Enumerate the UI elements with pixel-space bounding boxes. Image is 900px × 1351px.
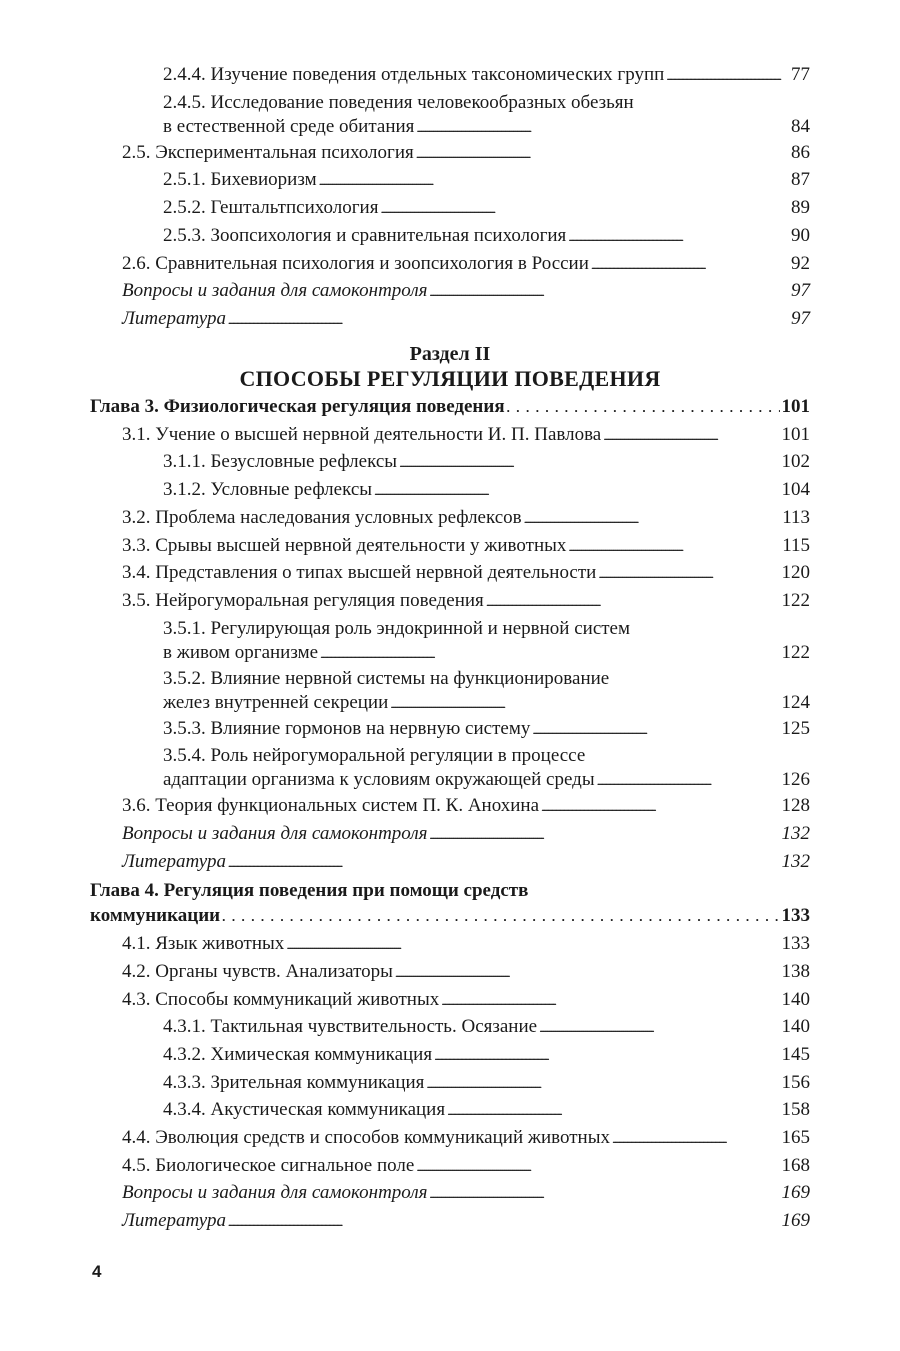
- toc-entry-title: 4.4. Эволюция средств и способов коммуникаций животных: [122, 1127, 610, 1149]
- leader-dots: [228, 1208, 780, 1236]
- toc-entry-title-line1: 3.5.1. Регулирующая роль эндокринной и нервной систем: [163, 617, 631, 639]
- leader-dots: [395, 959, 780, 987]
- toc-entry[interactable]: [122, 716, 810, 744]
- toc-entry[interactable]: [122, 987, 810, 1015]
- toc-entry[interactable]: [122, 1014, 810, 1042]
- toc-entry-title: 3.6. Теория функциональных систем П. К. Анохина: [122, 795, 540, 817]
- toc-entry-page: 115: [782, 534, 810, 556]
- toc-entry[interactable]: [122, 959, 810, 987]
- toc-entry-page: 77: [791, 64, 810, 85]
- toc-entry-row: [122, 251, 810, 279]
- toc-entry-page: 169: [781, 1182, 810, 1204]
- chapter-4-title-line2: [90, 903, 810, 931]
- toc-entry-row: [122, 1014, 810, 1042]
- toc-entry[interactable]: [122, 793, 810, 821]
- toc-entry-page: 132: [781, 850, 810, 872]
- toc-entry-title: 2.6. Сравнительная психология и зоопсихология в России: [122, 252, 589, 274]
- toc-entry-page: 169: [781, 1210, 810, 1232]
- toc-entry-title: 2.5.3. Зоопсихология и сравнительная психология: [163, 224, 567, 246]
- toc-entry-row: [122, 449, 810, 477]
- leader-dots: [320, 641, 779, 666]
- leader-dots: [507, 394, 780, 422]
- leader-dots: [447, 1097, 779, 1125]
- toc-entry-page: 89: [791, 197, 810, 219]
- toc-entry-title: Литература: [122, 850, 226, 872]
- toc-entry-row: [122, 167, 810, 195]
- toc-entry-title: 3.1. Учение о высшей нервной деятельности И. П. Павлова: [122, 423, 602, 445]
- toc-entry-title: 3.5. Нейрогуморальная регуляция поведения: [122, 589, 484, 611]
- toc-entry-row: [122, 477, 810, 505]
- toc-entry-title: 3.3. Срывы высшей нервной деятельности у животных: [122, 534, 567, 556]
- toc-entry-title: желез внутренней секреции: [163, 691, 389, 713]
- toc-entry-row: [122, 849, 810, 877]
- toc-entry-page: 124: [781, 691, 810, 713]
- toc-entry[interactable]: [122, 1097, 810, 1125]
- toc-entry-page: 122: [781, 641, 810, 663]
- chapter-3-page: 101: [781, 396, 810, 417]
- leader-dots: [429, 821, 779, 849]
- toc-entry[interactable]: [122, 449, 810, 477]
- toc-entry-row: [122, 987, 810, 1015]
- leader-dots: [222, 903, 779, 931]
- leader-dots: [416, 1153, 779, 1181]
- toc-entry-row: [122, 691, 810, 716]
- leader-dots: [416, 140, 789, 168]
- leader-dots: [426, 1070, 779, 1098]
- toc-entry-page: 97: [791, 307, 810, 329]
- toc-entry-row: [122, 1070, 810, 1098]
- toc-entry[interactable]: [122, 1208, 810, 1236]
- chapter-4-page: 133: [781, 905, 810, 927]
- toc-entry[interactable]: [122, 743, 810, 793]
- toc-entry-page: 101: [781, 423, 810, 445]
- toc-entry-title: 3.1.2. Условные рефлексы: [163, 479, 373, 501]
- toc-entry-row: [122, 278, 810, 306]
- toc-entry[interactable]: [122, 821, 810, 849]
- toc-entry[interactable]: [122, 666, 810, 716]
- leader-dots: [374, 477, 779, 505]
- toc-entry-title: Вопросы и задания для самоконтроля: [122, 823, 428, 845]
- toc-entry-row: [122, 115, 810, 140]
- section-heading: [90, 342, 810, 392]
- toc-entry-title: Литература: [122, 307, 226, 329]
- toc-entry-title-line1: 3.5.4. Роль нейрогуморальной регуляции в процессе: [163, 745, 586, 767]
- leader-dots: [532, 716, 779, 744]
- section-title: СПОСОБЫ РЕГУЛЯЦИИ ПОВЕДЕНИЯ: [239, 366, 661, 391]
- toc-entry[interactable]: [122, 477, 810, 505]
- toc-entry-title: 4.2. Органы чувств. Анализаторы: [122, 960, 393, 982]
- leader-dots: [228, 306, 789, 334]
- toc-entry-row: [122, 1153, 810, 1181]
- toc-top-block: [122, 62, 810, 334]
- toc-entry-title: 2.5.1. Бихевиоризм: [163, 169, 317, 191]
- toc-entry-title: 4.3. Способы коммуникаций животных: [122, 988, 440, 1010]
- toc-entry-title: 3.2. Проблема наследования условных рефлексов: [122, 506, 522, 528]
- toc-entry-title: в естественной среде обитания: [163, 115, 415, 137]
- toc-entry-page: 92: [791, 252, 810, 274]
- toc-entry-title: 4.3.3. Зрительная коммуникация: [163, 1071, 425, 1093]
- toc-entry-page: 84: [791, 115, 810, 137]
- toc-entry[interactable]: [122, 1153, 810, 1181]
- toc-entry[interactable]: [122, 588, 810, 616]
- chapter-3-list: [122, 422, 810, 877]
- toc-entry-row: [122, 588, 810, 616]
- leader-dots: [429, 1180, 779, 1208]
- toc-entry-page: 125: [781, 717, 810, 739]
- toc-entry-page: 138: [781, 960, 810, 982]
- toc-entry-row: [122, 1042, 810, 1070]
- toc-entry-title: 3.5.3. Влияние гормонов на нервную систему: [163, 717, 531, 739]
- toc-entry-row: [122, 533, 810, 561]
- leader-dots: [228, 849, 780, 877]
- toc-entry[interactable]: [122, 616, 810, 666]
- leader-dots: [603, 422, 779, 450]
- toc-entry[interactable]: [122, 1070, 810, 1098]
- toc-entry[interactable]: [122, 223, 810, 251]
- toc-entry[interactable]: [122, 167, 810, 195]
- leader-dots: [612, 1125, 780, 1153]
- toc-entry-row: [122, 821, 810, 849]
- toc-entry-title: адаптации организма к условиям окружающей среды: [163, 769, 595, 791]
- toc-entry-page: 90: [791, 224, 810, 246]
- toc-entry-row: [122, 422, 810, 450]
- leader-dots: [486, 588, 780, 616]
- toc-entry[interactable]: [122, 505, 810, 533]
- chapter-4-title: коммуникации: [90, 905, 221, 927]
- toc-entry-row: [122, 223, 810, 251]
- toc-entry-row: [122, 793, 810, 821]
- toc-entry[interactable]: [122, 931, 810, 959]
- chapter-4-title-line1: Глава 4. Регуляция поведения при помощи средств: [90, 880, 529, 902]
- toc-entry[interactable]: [122, 140, 810, 168]
- toc-entry-row: [122, 62, 810, 90]
- leader-dots: [666, 62, 789, 90]
- chapter-3-entry[interactable]: [90, 394, 810, 422]
- leader-dots: [541, 793, 779, 821]
- leader-dots: [591, 251, 789, 279]
- toc-entry-page: 140: [781, 988, 810, 1010]
- toc-entry-title: 2.5.2. Гештальтпсихология: [163, 197, 379, 219]
- toc-entry[interactable]: [122, 62, 810, 90]
- toc-entry[interactable]: [122, 422, 810, 450]
- page-number: 4: [92, 1262, 102, 1281]
- toc-entry-page: 87: [791, 169, 810, 191]
- leader-dots: [429, 278, 789, 306]
- leader-dots: [286, 931, 779, 959]
- toc-entry[interactable]: [122, 1042, 810, 1070]
- toc-entry-row: [122, 140, 810, 168]
- toc-entry-row: [122, 1097, 810, 1125]
- toc-entry-title: 4.3.1. Тактильная чувствительность. Осязание: [163, 1016, 538, 1038]
- leader-dots: [319, 167, 789, 195]
- leader-dots: [568, 223, 789, 251]
- toc-entry-title: 4.3.2. Химическая коммуникация: [163, 1043, 433, 1065]
- section-label: Раздел II: [409, 343, 491, 365]
- toc-entry-row: [122, 768, 810, 793]
- toc-entry[interactable]: [122, 90, 810, 140]
- chapter-3-title: Глава 3. Физиологическая регуляция поведения: [90, 396, 505, 417]
- toc-entry-row: [122, 1125, 810, 1153]
- toc-entry-row: [122, 1208, 810, 1236]
- toc-entry-title: Вопросы и задания для самоконтроля: [122, 280, 428, 302]
- toc-entry[interactable]: [122, 195, 810, 223]
- toc-entry-row: [122, 959, 810, 987]
- toc-entry-page: 113: [782, 506, 810, 528]
- toc-entry-row: [122, 505, 810, 533]
- toc-entry[interactable]: [122, 849, 810, 877]
- toc-entry-page: 104: [781, 479, 810, 501]
- toc-entry-page: 102: [781, 451, 810, 473]
- toc-entry[interactable]: [122, 560, 810, 588]
- leader-dots: [441, 987, 779, 1015]
- toc-entry-page: 97: [791, 280, 810, 302]
- toc-entry-page: 86: [791, 141, 810, 163]
- toc-entry-title: 2.5. Экспериментальная психология: [122, 141, 414, 163]
- toc-entry-title: в живом организме: [163, 641, 319, 663]
- toc-entry-title: 3.4. Представления о типах высшей нервной деятельности: [122, 562, 597, 584]
- toc-entry-title: 4.3.4. Акустическая коммуникация: [163, 1099, 446, 1121]
- leader-dots: [568, 533, 780, 561]
- toc-entry[interactable]: [122, 306, 810, 334]
- toc-entry-title-line1: 2.4.5. Исследование поведения человекообразных обезьян: [163, 91, 634, 113]
- toc-section-2: [90, 342, 810, 1236]
- leader-dots: [524, 505, 781, 533]
- toc-entry-row: [122, 560, 810, 588]
- toc-entry-title: Вопросы и задания для самоконтроля: [122, 1182, 428, 1204]
- toc-entry-row: [122, 716, 810, 744]
- toc-entry[interactable]: [122, 251, 810, 279]
- leader-dots: [598, 560, 779, 588]
- toc-entry-page: 158: [781, 1099, 810, 1121]
- toc-entry-title: 4.1. Язык животных: [122, 933, 285, 955]
- leader-dots: [399, 449, 779, 477]
- leader-dots: [434, 1042, 779, 1070]
- toc-entry[interactable]: [122, 278, 810, 306]
- toc-entry-page: 132: [781, 823, 810, 845]
- toc-entry-page: 168: [781, 1154, 810, 1176]
- leader-dots: [539, 1014, 779, 1042]
- toc-entry-title: 4.5. Биологическое сигнальное поле: [122, 1154, 415, 1176]
- toc-entry[interactable]: [122, 1125, 810, 1153]
- toc-entry-page: 140: [781, 1016, 810, 1038]
- toc-entry-page: 156: [781, 1071, 810, 1093]
- toc-entry-page: 165: [781, 1127, 810, 1149]
- toc-entry-row: [122, 931, 810, 959]
- toc-entry-row: [122, 195, 810, 223]
- leader-dots: [380, 195, 789, 223]
- toc-entry-page: 145: [781, 1043, 810, 1065]
- chapter-4-list: [122, 931, 810, 1236]
- chapter-4-entry[interactable]: [90, 878, 810, 931]
- toc-entry-page: 128: [781, 795, 810, 817]
- leader-dots: [597, 768, 780, 793]
- leader-dots: [416, 115, 789, 140]
- toc-entry-page: 120: [781, 562, 810, 584]
- toc-entry[interactable]: [122, 1180, 810, 1208]
- toc-entry-title: 3.1.1. Безусловные рефлексы: [163, 451, 398, 473]
- toc-entry-row: [122, 641, 810, 666]
- toc-entry-row: [122, 1180, 810, 1208]
- toc-entry-title: 2.4.4. Изучение поведения отдельных таксономических групп: [163, 64, 665, 85]
- leader-dots: [390, 691, 779, 716]
- toc-entry-title: Литература: [122, 1210, 226, 1232]
- toc-entry-title-line1: 3.5.2. Влияние нервной системы на функционирование: [163, 667, 610, 689]
- toc-entry-page: 122: [781, 589, 810, 611]
- toc-entry-page: 126: [781, 769, 810, 791]
- toc-entry[interactable]: [122, 533, 810, 561]
- toc-entry-page: 133: [781, 933, 810, 955]
- toc-entry-row: [122, 306, 810, 334]
